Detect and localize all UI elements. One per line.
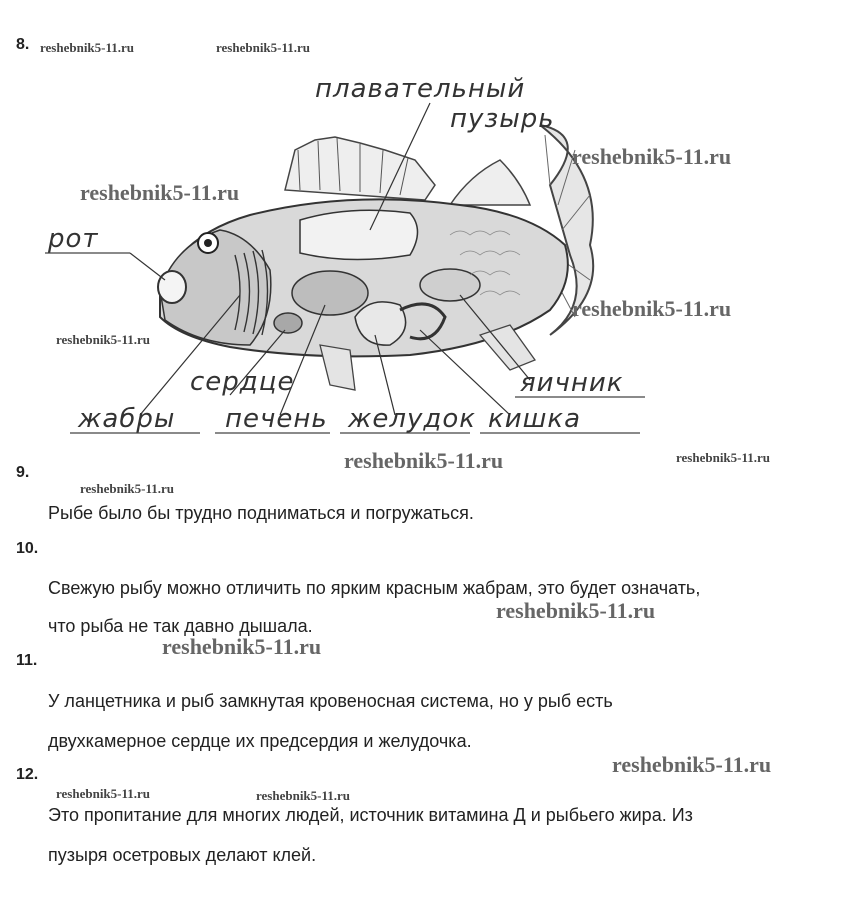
watermark: reshebnik5-11.ru <box>56 786 151 801</box>
watermark: reshebnik5-11.ru <box>572 144 732 169</box>
question-number-9: 9. <box>16 464 30 481</box>
watermark: reshebnik5-11.ru <box>344 448 504 473</box>
fish-mouth <box>158 271 186 303</box>
label-heart: сердце <box>190 367 295 397</box>
watermark: reshebnik5-11.ru <box>496 598 656 623</box>
label-gills: жабры <box>78 404 176 434</box>
label-mouth: рот <box>48 224 99 254</box>
watermark: reshebnik5-11.ru <box>216 40 311 55</box>
pectoral-fin <box>320 345 355 390</box>
answer-11-line1: У ланцетника и рыб замкнутая кровеносная система, но у рыб есть <box>48 691 613 711</box>
watermark: reshebnik5-11.ru <box>162 634 322 659</box>
answer-12-line2: пузыря осетровых делают клей. <box>48 845 317 865</box>
answer-12-line1: Это пропитание для многих людей, источник витамина Д и рыбьего жира. Из <box>48 805 693 825</box>
question-number-10: 10. <box>16 540 39 557</box>
label-ovary: яичник <box>520 368 624 398</box>
fish-anatomy-diagram <box>30 55 810 455</box>
question-number-11: 11. <box>16 652 38 669</box>
liver <box>292 271 368 315</box>
watermark: reshebnik5-11.ru <box>56 332 151 347</box>
label-stomach: желудок <box>348 404 477 434</box>
watermark: reshebnik5-11.ru <box>612 752 772 777</box>
label-swim-bladder-line1: плавательный <box>315 74 526 104</box>
question-number-12: 12. <box>16 766 39 783</box>
label-swim-bladder-line2: пузырь <box>450 104 555 134</box>
answer-11-line2: двухкамерное сердце их предсердия и желудочка. <box>48 731 472 751</box>
watermark: reshebnik5-11.ru <box>80 180 240 205</box>
watermark: reshebnik5-11.ru <box>572 296 732 321</box>
watermark: reshebnik5-11.ru <box>676 450 771 465</box>
watermark: reshebnik5-11.ru <box>40 40 135 55</box>
anal-fin <box>480 325 535 370</box>
heart <box>274 313 302 333</box>
watermark: reshebnik5-11.ru <box>80 481 175 496</box>
watermark: reshebnik5-11.ru <box>256 788 351 803</box>
answer-9: Рыбе было бы трудно подниматься и погружаться. <box>48 503 474 523</box>
swim-bladder <box>300 210 418 259</box>
second-dorsal-fin <box>450 160 530 205</box>
label-intestine: кишка <box>488 404 582 434</box>
fish-pupil <box>204 239 212 247</box>
label-liver: печень <box>225 404 328 434</box>
answer-10-line2: что рыба не так давно дышала. <box>48 616 313 636</box>
question-number-8: 8. <box>16 36 30 53</box>
answer-10-line1: Свежую рыбу можно отличить по ярким красным жабрам, это будет означать, <box>48 578 701 598</box>
